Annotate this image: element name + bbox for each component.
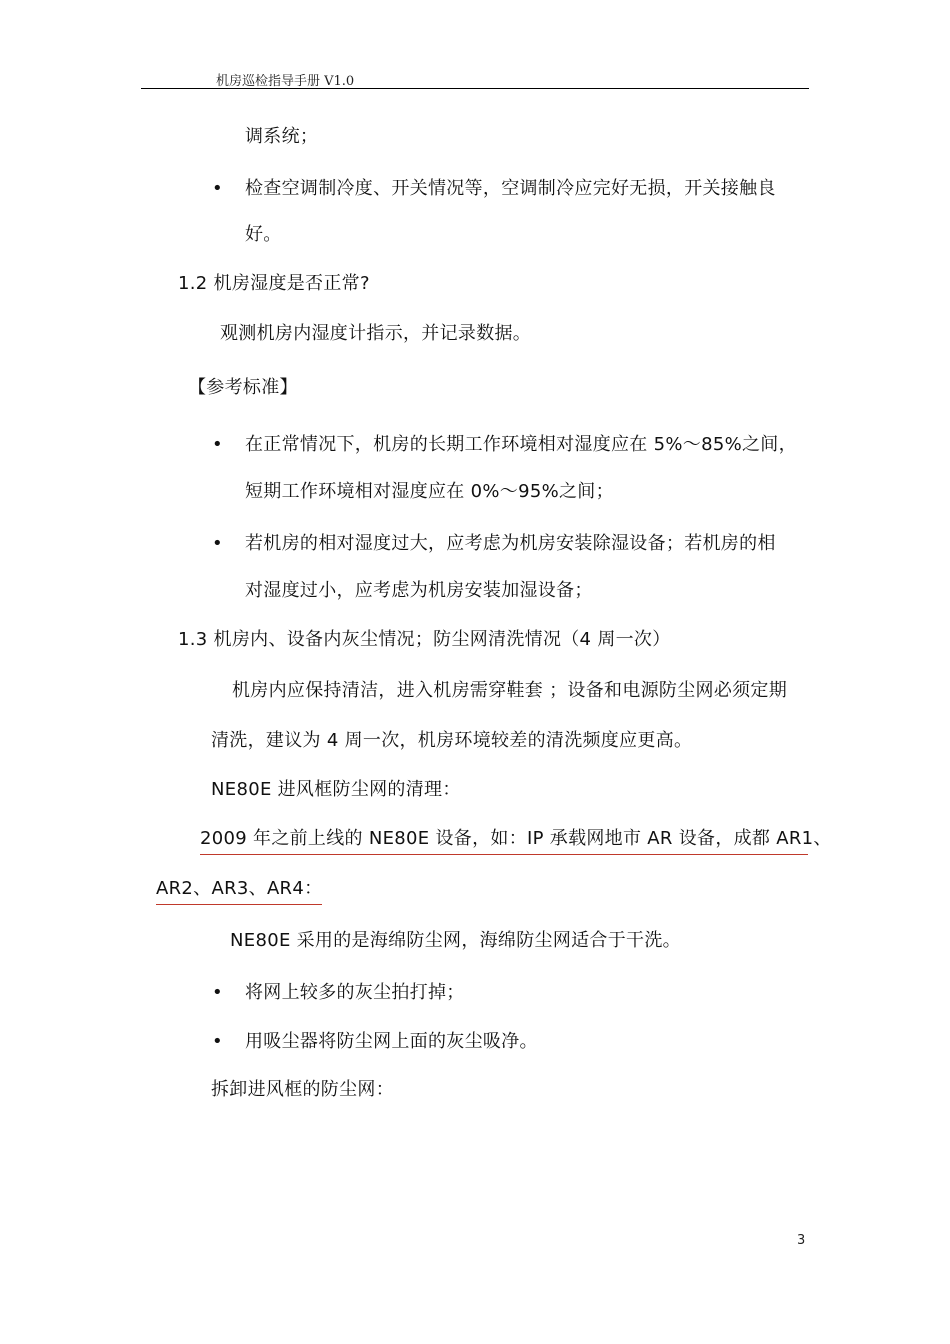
- text-line: 2009 年之前上线的 NE80E 设备，如：IP 承载网地市 AR 设备，成都 AR1、: [200, 828, 832, 849]
- section-heading-1-2: 1.2 机房湿度是否正常?: [178, 273, 370, 294]
- paragraph: NE80E 采用的是海绵防尘网，海绵防尘网适合于干洗。: [230, 930, 681, 951]
- text-line: 用吸尘器将防尘网上面的灰尘吸净。: [245, 1031, 538, 1052]
- text-line: 若机房的相对湿度过大，应考虑为机房安装除湿设备；若机房的相: [245, 533, 776, 554]
- text-line: 将网上较多的灰尘拍打掉；: [245, 982, 465, 1003]
- bullet-marker: •: [212, 533, 223, 554]
- subheading: NE80E 进风框防尘网的清理：: [211, 779, 461, 800]
- red-underline: [156, 904, 322, 905]
- text-line: 对湿度过小，应考虑为机房安装加湿设备；: [245, 580, 593, 601]
- header-title: 机房巡检指导手册 V1.0: [216, 74, 355, 89]
- section-heading-1-3: 1.3 机房内、设备内灰尘情况；防尘网清洗情况（4 周一次）: [178, 629, 671, 650]
- paragraph: 清洗，建议为 4 周一次，机房环境较差的清洗频度应更高。: [211, 730, 693, 751]
- bullet-marker: •: [212, 178, 223, 199]
- text-line: 在正常情况下，机房的长期工作环境相对湿度应在 5%～85%之间，: [245, 434, 797, 455]
- bullet-marker: •: [212, 434, 223, 455]
- bullet-marker: •: [212, 982, 223, 1003]
- paragraph: 观测机房内湿度计指示，并记录数据。: [220, 323, 532, 344]
- reference-standard-label: 【参考标准】: [188, 377, 298, 398]
- text-line: 短期工作环境相对湿度应在 0%～95%之间；: [245, 481, 614, 502]
- paragraph: 机房内应保持清洁，进入机房需穿鞋套 ；设备和电源防尘网必须定期: [232, 680, 788, 701]
- red-underline: [200, 854, 808, 855]
- header-rule: [141, 88, 809, 89]
- text-line: 调系统；: [245, 126, 319, 147]
- subheading: 拆卸进风框的防尘网：: [211, 1079, 394, 1100]
- text-line: 好。: [245, 224, 282, 245]
- page-number: 3: [797, 1233, 806, 1248]
- text-line: 检查空调制冷度、开关情况等，空调制冷应完好无损，开关接触良: [245, 178, 776, 199]
- bullet-marker: •: [212, 1031, 223, 1052]
- text-line: AR2、AR3、AR4：: [156, 878, 323, 899]
